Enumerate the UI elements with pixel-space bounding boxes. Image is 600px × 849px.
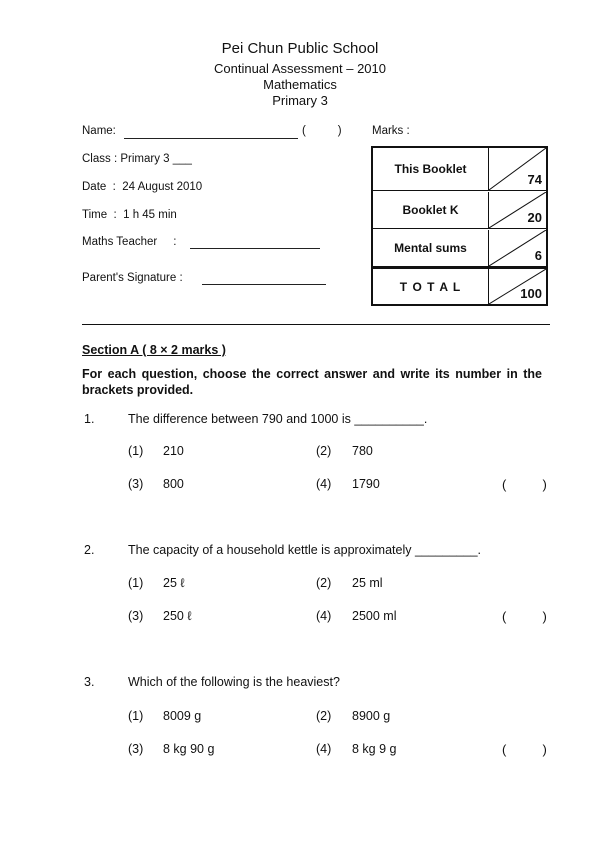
option-value: 210: [163, 444, 184, 458]
maths-teacher-label: Maths Teacher :: [82, 236, 177, 248]
assessment-title: Continual Assessment – 2010: [214, 61, 386, 76]
option-value: 2500 ml: [352, 609, 397, 623]
option-number: (2): [316, 709, 332, 723]
question-number: 1.: [84, 412, 95, 426]
class-label: Class : Primary 3 ___: [82, 153, 192, 165]
parent-signature-field[interactable]: [202, 284, 326, 285]
section-instruction: For each question, choose the correct answer and write its number in the brackets provided.: [82, 367, 542, 397]
answer-bracket[interactable]: ( ): [502, 477, 547, 492]
option-value: 250 ℓ: [163, 609, 192, 623]
option-number: (1): [128, 576, 144, 590]
school-name: Pei Chun Public School: [221, 40, 379, 57]
option-number: (1): [128, 444, 144, 458]
question-number: 2.: [84, 543, 95, 557]
score-cell[interactable]: [489, 148, 546, 190]
maths-teacher-field[interactable]: [190, 248, 320, 249]
option-number: (4): [316, 477, 332, 491]
name-index-bracket: ( ): [302, 125, 342, 137]
marks-row-this-booklet: [373, 148, 546, 190]
option-value: 1790: [352, 477, 380, 491]
option-value: 25 ℓ: [163, 576, 185, 590]
marks-row-label: This Booklet: [373, 148, 489, 190]
row-divider: [373, 190, 546, 191]
option-number: (2): [316, 444, 332, 458]
marks-label: Marks :: [372, 125, 410, 137]
time-label: Time : 1 h 45 min: [82, 209, 177, 221]
marks-table: [371, 146, 548, 306]
score-cell[interactable]: [489, 230, 546, 266]
option-value: 25 ml: [352, 576, 383, 590]
option-number: (4): [316, 742, 332, 756]
option-number: (4): [316, 609, 332, 623]
name-field[interactable]: [124, 138, 298, 139]
option-number: (3): [128, 609, 144, 623]
subject-title: Mathematics: [263, 77, 337, 92]
date-label: Date : 24 August 2010: [82, 181, 203, 193]
question-text: Which of the following is the heaviest?: [128, 675, 340, 689]
answer-bracket[interactable]: ( ): [502, 742, 547, 757]
option-value: 8009 g: [163, 709, 202, 723]
option-value: 8 kg 90 g: [163, 742, 215, 756]
option-number: (2): [316, 576, 332, 590]
marks-total: 74: [527, 172, 542, 187]
option-value: 800: [163, 477, 184, 491]
parent-signature-label: Parent's Signature :: [82, 272, 183, 284]
marks-row-total: [373, 269, 546, 304]
level-title: Primary 3: [272, 93, 328, 108]
score-cell[interactable]: [489, 192, 546, 228]
marks-total: 100: [520, 286, 542, 301]
option-value: 780: [352, 444, 373, 458]
row-divider: [373, 228, 546, 229]
name-label: Name:: [82, 125, 116, 137]
question-text: The difference between 790 and 1000 is __________.: [128, 412, 428, 426]
option-number: (3): [128, 742, 144, 756]
marks-total: 20: [527, 210, 542, 225]
marks-total: 6: [534, 248, 542, 263]
option-value: 8900 g: [352, 709, 391, 723]
question-number: 3.: [84, 675, 95, 689]
marks-row-mental-sums: [373, 230, 546, 266]
section-title: Section A ( 8 × 2 marks ): [82, 343, 226, 357]
option-number: (3): [128, 477, 144, 491]
marks-row-label: Booklet K: [373, 192, 489, 228]
question-text: The capacity of a household kettle is approximately _________.: [128, 543, 482, 557]
score-cell[interactable]: [489, 269, 546, 304]
marks-row-label: T O T A L: [373, 269, 489, 304]
marks-row-label: Mental sums: [373, 230, 489, 266]
option-number: (1): [128, 709, 144, 723]
section-divider: [82, 324, 550, 325]
marks-row-booklet-k: [373, 192, 546, 228]
answer-bracket[interactable]: ( ): [502, 609, 547, 624]
option-value: 8 kg 9 g: [352, 742, 397, 756]
